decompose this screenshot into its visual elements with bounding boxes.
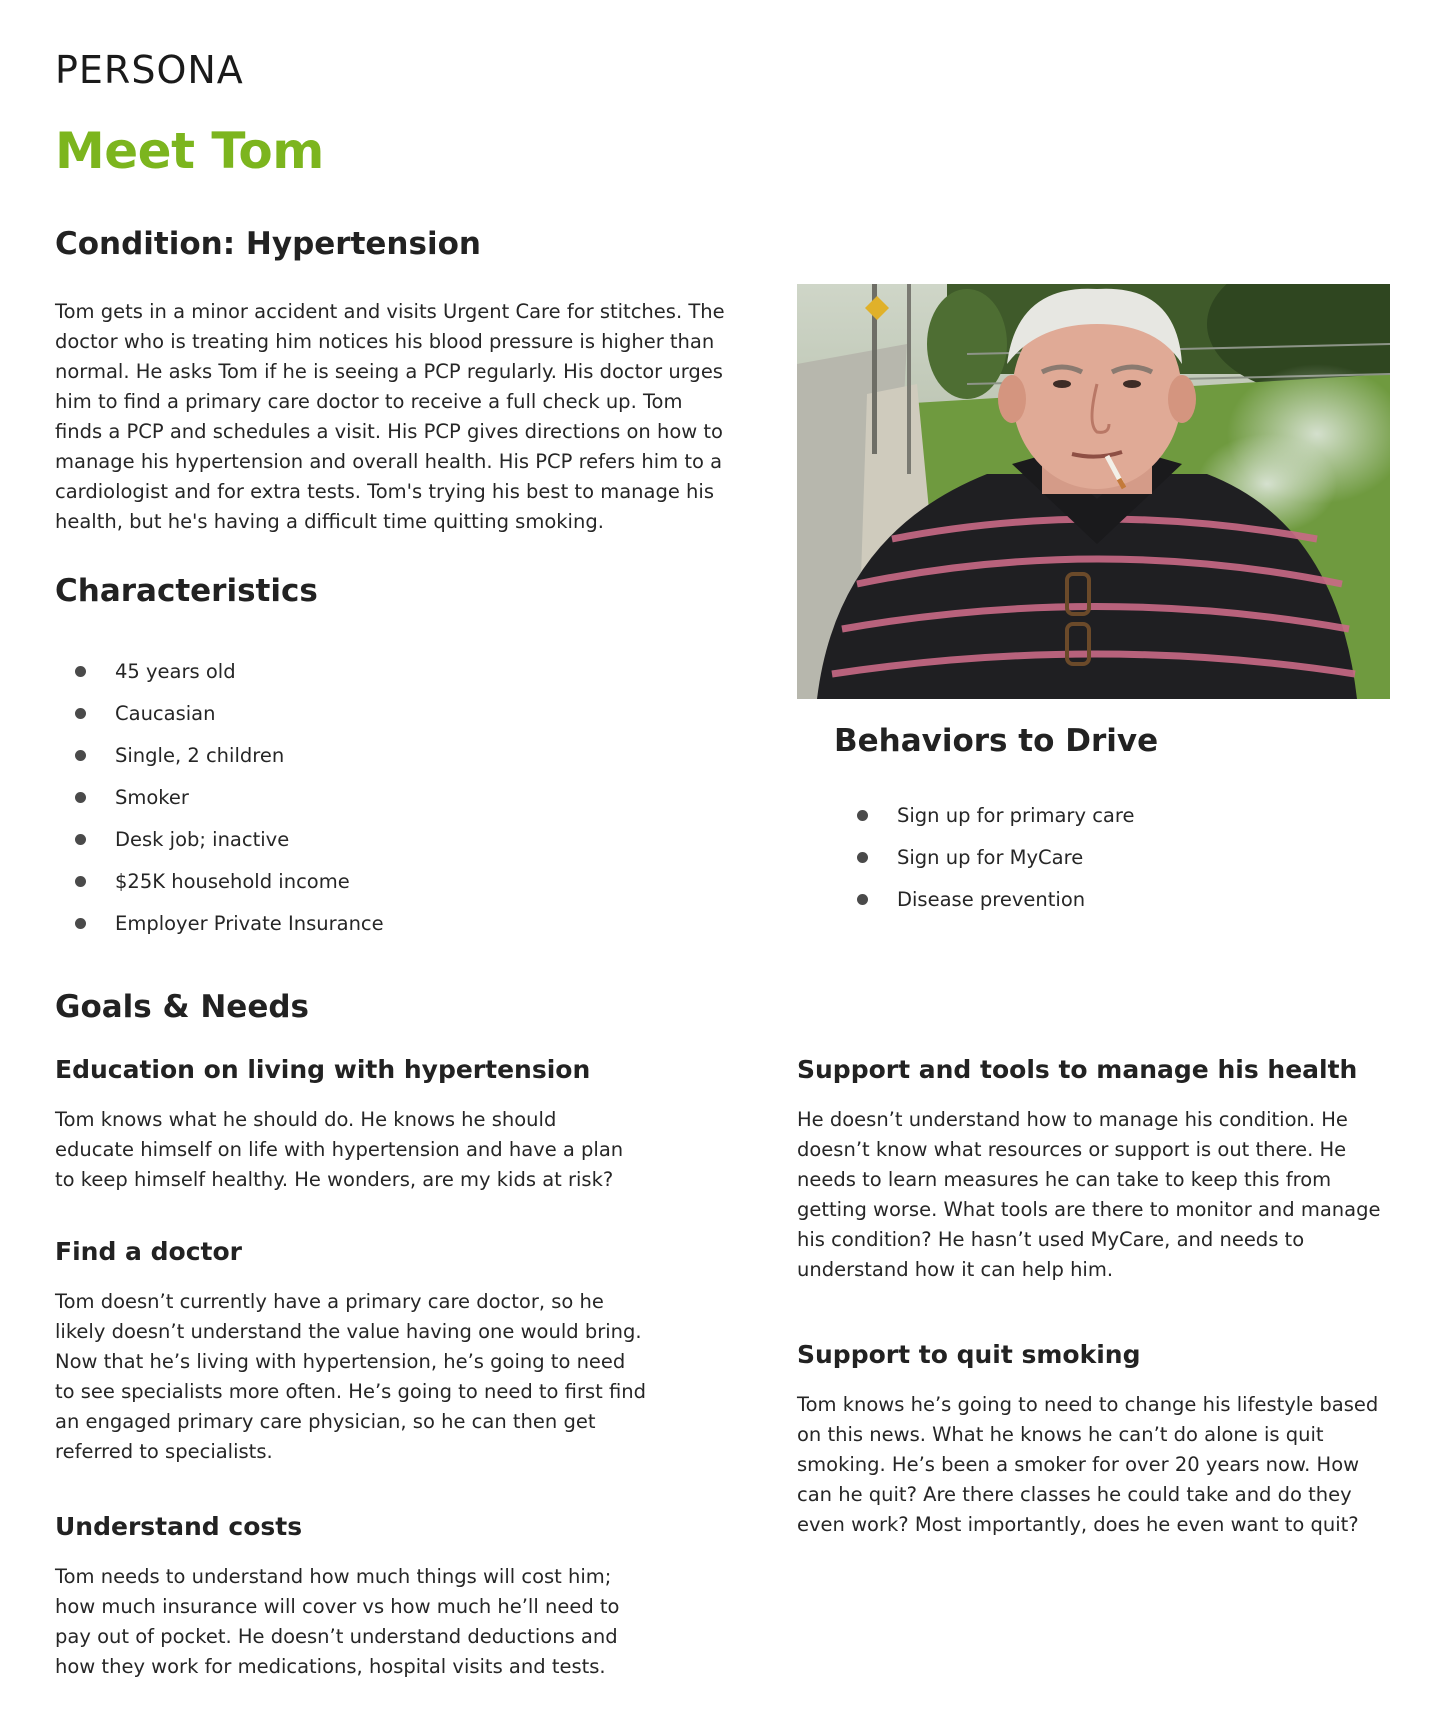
list-item-label: Caucasian [115, 702, 216, 725]
page-title: Meet Tom [55, 122, 324, 180]
tools-heading: Support and tools to manage his health [797, 1055, 1358, 1084]
doctor-paragraph [55, 1287, 715, 1467]
condition-line: finds a PCP and schedules a visit. His PCP gives directions on how to [55, 420, 723, 443]
goals-heading: Goals & Needs [55, 989, 309, 1025]
smoking-line: can he quit? Are there classes he could take and do they [797, 1483, 1352, 1506]
tools-paragraph [797, 1105, 1407, 1285]
list-item-label: Smoker [115, 786, 189, 809]
education-line: educate himself on life with hypertension and have a plan [55, 1138, 624, 1161]
bullet-icon [75, 750, 86, 761]
bullet-icon [75, 876, 86, 887]
education-line: to keep himself healthy. He wonders, are my kids at risk? [55, 1168, 614, 1191]
list-item [837, 885, 1357, 927]
list-item [837, 843, 1357, 885]
list-item-label: $25K household income [115, 870, 350, 893]
page-kicker: PERSONA [55, 48, 244, 92]
bullet-icon [75, 708, 86, 719]
characteristics-list [55, 657, 615, 951]
costs-line: Tom needs to understand how much things will cost him; [55, 1565, 612, 1588]
smoking-line: on this news. What he knows he can’t do alone is quit [797, 1423, 1324, 1446]
bullet-icon [857, 894, 868, 905]
list-item [55, 867, 615, 909]
list-item [55, 699, 615, 741]
list-item-label: Sign up for MyCare [897, 846, 1084, 869]
characteristics-heading: Characteristics [55, 573, 318, 609]
doctor-line: referred to specialists. [55, 1440, 273, 1463]
list-item-label: 45 years old [115, 660, 236, 683]
tools-line: understand how it can help him. [797, 1258, 1114, 1281]
doctor-line: an engaged primary care physician, so he can then get [55, 1410, 596, 1433]
condition-line: health, but he's having a difficult time quitting smoking. [55, 510, 604, 533]
smoking-line: Tom knows he’s going to need to change his lifestyle based [797, 1393, 1379, 1416]
education-paragraph [55, 1105, 695, 1195]
education-line: Tom knows what he should do. He knows he should [55, 1108, 557, 1131]
condition-heading: Condition: Hypertension [55, 226, 481, 262]
condition-line: cardiologist and for extra tests. Tom's trying his best to manage his [55, 480, 714, 503]
list-item-label: Employer Private Insurance [115, 912, 384, 935]
condition-line: Tom gets in a minor accident and visits Urgent Care for stitches. The [55, 300, 725, 323]
list-item [55, 825, 615, 867]
smoking-line: even work? Most importantly, does he even want to quit? [797, 1513, 1359, 1536]
behaviors-heading: Behaviors to Drive [834, 723, 1159, 759]
bullet-icon [75, 834, 86, 845]
tools-line: doesn’t know what resources or support is out there. He [797, 1138, 1347, 1161]
condition-line: normal. He asks Tom if he is seeing a PCP regularly. His doctor urges [55, 360, 723, 383]
tools-line: his condition? He hasn’t used MyCare, and needs to [797, 1228, 1305, 1251]
smoking-paragraph [797, 1390, 1407, 1540]
bullet-icon [857, 810, 868, 821]
condition-paragraph [55, 297, 755, 537]
list-item [55, 783, 615, 825]
condition-line: him to find a primary care doctor to receive a full check up. Tom [55, 390, 683, 413]
education-heading: Education on living with hypertension [55, 1055, 591, 1084]
bullet-icon [75, 918, 86, 929]
list-item [55, 657, 615, 699]
list-item-label: Single, 2 children [115, 744, 285, 767]
persona-photo [797, 284, 1390, 699]
list-item [55, 909, 615, 951]
doctor-line: to see specialists more often. He’s going to need to first find [55, 1380, 646, 1403]
costs-line: pay out of pocket. He doesn’t understand deductions and [55, 1625, 618, 1648]
tools-line: needs to learn measures he can take to keep this from [797, 1168, 1332, 1191]
bullet-icon [75, 792, 86, 803]
tools-line: He doesn’t understand how to manage his condition. He [797, 1108, 1348, 1131]
doctor-line: likely doesn’t understand the value having one would bring. [55, 1320, 642, 1343]
list-item-label: Desk job; inactive [115, 828, 290, 851]
list-item-label: Disease prevention [897, 888, 1086, 911]
behaviors-list [837, 801, 1357, 927]
condition-line: manage his hypertension and overall health. His PCP refers him to a [55, 450, 723, 473]
list-item [55, 741, 615, 783]
bullet-icon [75, 666, 86, 677]
list-item-label: Sign up for primary care [897, 804, 1135, 827]
costs-paragraph [55, 1562, 715, 1682]
doctor-heading: Find a doctor [55, 1237, 242, 1266]
costs-heading: Understand costs [55, 1512, 303, 1541]
bullet-icon [857, 852, 868, 863]
doctor-line: Now that he’s living with hypertension, he’s going to need [55, 1350, 626, 1373]
list-item [837, 801, 1357, 843]
persona-photo-illustration [797, 284, 1390, 699]
condition-line: doctor who is treating him notices his blood pressure is higher than [55, 330, 715, 353]
costs-line: how much insurance will cover vs how much he’ll need to [55, 1595, 620, 1618]
tools-line: getting worse. What tools are there to monitor and manage [797, 1198, 1381, 1221]
smoking-line: smoking. He’s been a smoker for over 20 years now. How [797, 1453, 1360, 1476]
costs-line: how they work for medications, hospital visits and tests. [55, 1655, 606, 1678]
doctor-line: Tom doesn’t currently have a primary care doctor, so he [55, 1290, 604, 1313]
smoking-heading: Support to quit smoking [797, 1340, 1141, 1369]
